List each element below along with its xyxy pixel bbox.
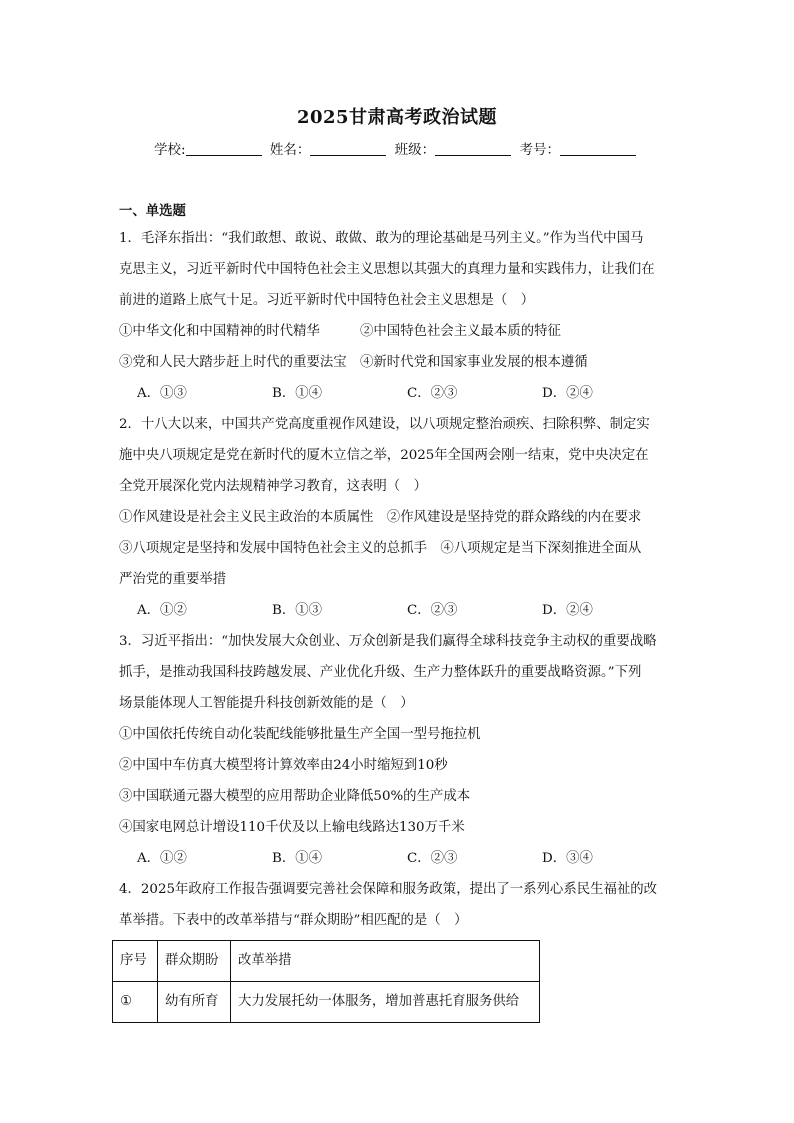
q3-option-d[interactable]: D．③④ — [542, 851, 593, 866]
q1-option-b[interactable]: B．①④ — [272, 386, 323, 401]
q4-line: 4．2025年政府工作报告强调要完善社会保障和服务政策，提出了一系列心系民生福祉的改 — [119, 882, 658, 897]
q2-option-b[interactable]: B．①③ — [272, 603, 323, 618]
q1-option-d[interactable]: D．②④ — [542, 386, 593, 401]
q1-line: 1．毛泽东指出：“我们敢想、敢说、敢做、敢为的理论基础是马列主义。”作为当代中国马 — [119, 231, 644, 246]
school-label: 学校: — [154, 142, 186, 158]
table-header-cell: 改革举措 — [231, 941, 540, 982]
q2-option-a[interactable]: A．①② — [137, 603, 187, 618]
q2-statement: 严治党的重要举措 — [119, 572, 227, 587]
q1-options — [119, 378, 677, 409]
q1-option-a[interactable]: A．①③ — [137, 386, 187, 401]
q2-line: 施中央八项规定是党在新时代的厦木立信之举，2025年全国两会刚一结束，党中央决定在 — [119, 448, 649, 463]
q3-statement: ④国家电网总计增设110千伏及以上输电线路达130万千米 — [119, 820, 465, 835]
q2-options — [119, 595, 677, 626]
q2-line: 全党开展深化党内法规精神学习教育，这表明（ ） — [119, 479, 427, 494]
q2-option-d[interactable]: D．②④ — [542, 603, 593, 618]
q3-line: 场景能体现人工智能提升科技创新效能的是（ ） — [119, 696, 414, 711]
question-4 — [119, 874, 677, 1023]
q2-option-c[interactable]: C．②③ — [407, 603, 458, 618]
question-2 — [119, 409, 677, 626]
q3-line: 抓手，是推动我国科技跨越发展、产业优化升级、生产力整体跃升的重要战略资源。”下列 — [119, 665, 642, 680]
table-cell: ① — [113, 982, 158, 1023]
exam-content — [119, 201, 677, 1023]
q3-option-b[interactable]: B．①④ — [272, 851, 323, 866]
q2-line: 2．十八大以来，中国共产党高度重视作风建设，以八项规定整治顽疾、扫除积弊、制定实 — [119, 417, 650, 432]
student-info-line — [0, 138, 794, 158]
name-label: 姓名： — [269, 142, 311, 158]
table-header-cell: 序号 — [113, 941, 158, 982]
q3-statement: ①中国依托传统自动化装配线能够批量生产全国一型号拖拉机 — [119, 727, 481, 742]
question-3 — [119, 626, 677, 874]
name-blank[interactable] — [310, 141, 386, 156]
q1-line: 前进的道路上底气十足。习近平新时代中国特色社会主义思想是（ ） — [119, 293, 535, 308]
q3-option-c[interactable]: C．②③ — [407, 851, 458, 866]
class-blank[interactable] — [435, 141, 511, 156]
page-title: 2025甘肃高考政治试题 — [296, 107, 498, 128]
q3-statement: ②中国中车仿真大模型将计算效率由24小时缩短到10秒 — [119, 758, 448, 773]
table-row — [113, 982, 540, 1023]
section-heading: 一、单选题 — [119, 203, 186, 219]
q3-line: 3．习近平指出：“加快发展大众创业、万众创新是我们赢得全球科技竞争主动权的重要战略 — [119, 634, 657, 649]
class-label: 班级： — [394, 142, 436, 158]
q3-statement: ③中国联通元器大模型的应用帮助企业降低50%的生产成本 — [119, 789, 471, 804]
table-cell: 大力发展托幼一体服务，增加普惠托育服务供给 — [231, 982, 540, 1023]
question-1 — [119, 223, 677, 409]
number-label: 考号： — [519, 142, 560, 158]
q1-option-c[interactable]: C．②③ — [407, 386, 458, 401]
q2-statement: ③八项规定是坚持和发展中国特色社会主义的总抓手 ④八项规定是当下深刻推进全面从 — [119, 541, 642, 556]
q4-line: 革举措。下表中的改革举措与“群众期盼”相匹配的是（ ） — [119, 913, 468, 928]
school-blank[interactable] — [186, 141, 262, 156]
q1-line: 克思主义，习近平新时代中国特色社会主义思想以其强大的真理力量和实践伟力，让我们在 — [119, 262, 655, 277]
table-header-row — [113, 941, 540, 982]
q2-statement: ①作风建设是社会主义民主政治的本质属性 ②作风建设是坚持党的群众路线的内在要求 — [119, 510, 642, 525]
q3-options — [119, 843, 677, 874]
q1-statement: ③党和人民大踏步赶上时代的重要法宝 ④新时代党和国家事业发展的根本遵循 — [119, 355, 588, 370]
number-blank[interactable] — [560, 141, 636, 156]
table-header-cell: 群众期盼 — [158, 941, 231, 982]
q3-option-a[interactable]: A．①② — [137, 851, 187, 866]
q1-statement: ①中华文化和中国精神的时代精华 ②中国特色社会主义最本质的特征 — [119, 324, 561, 339]
table-cell: 幼有所育 — [158, 982, 231, 1023]
q4-table — [112, 940, 540, 1023]
